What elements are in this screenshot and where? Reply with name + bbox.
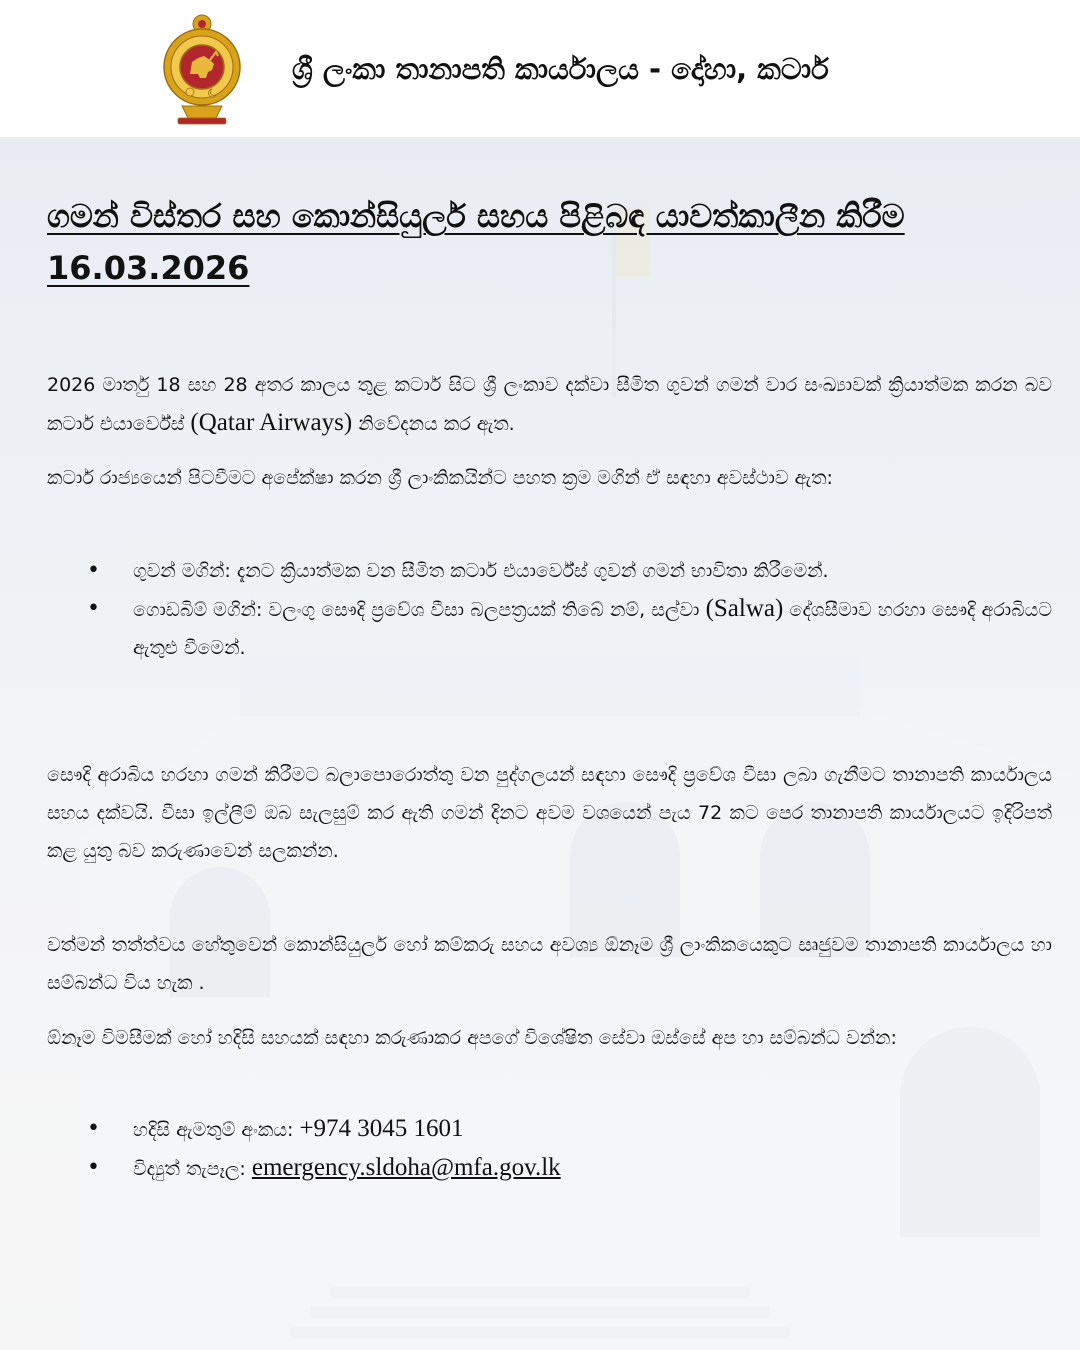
paragraph-consular-support: වත්මන් තත්ත්වය හේතුවෙන් කොන්සියුලර් හෝ කම්කරු සහය අවශ්‍ය ඕනෑම ශ්‍රී ලාංකිකයෙකුට සෘජුවම තානාපති කාර්යාලය හා සම්බන්ධ විය හැක . <box>47 934 1052 994</box>
paragraph-saudi-visa: සෞදි අරාබිය හරහා ගමන් කිරීමට බලාපොරොත්තු වන පුද්ගලයන් සඳහා සෞදි ප්‍රවේශ වීසා ලබා ගැනීමට තානාපති කාර්යාලය සහය දක්වයි. වීසා ඉල්ලීම් ඔබ සැලසුම් කර ඇති ගමන් දිනට අවම වශයෙන් පැය 72 කට පෙර තානාපති කාර්යාලයට ඉදිරිපත් කළ යුතු බව කරුණාවෙන් සලකන්න. <box>47 764 1052 862</box>
option-land-text-b: දේශසීමාව හරහා සෞදි අරාබියට ඇතුළු වීමෙන්. <box>133 599 1053 659</box>
page-header <box>0 0 1080 137</box>
bullet-icon: • <box>87 558 100 583</box>
bullet-icon: • <box>87 596 100 621</box>
paragraph-contact-intro: ඕනෑම විමසීමක් හෝ හදිසි සහයක් සඳහා කරුණාකර අපගේ විශේෂිත සේවා ඔස්සේ අප හා සම්බන්ධ වන්න: <box>47 1027 897 1049</box>
list-item <box>47 552 1052 590</box>
list-item <box>47 1110 1052 1149</box>
email-link[interactable]: emergency.sldoha@mfa.gov.lk <box>251 1154 561 1181</box>
list-item <box>47 1149 1052 1188</box>
list-item <box>47 590 1052 667</box>
hotline-number[interactable]: +974 3045 1601 <box>299 1115 464 1142</box>
embassy-name-heading: ශ්‍රී ලංකා තානාපති කාර්යාලය - දෝහා, කටාර් <box>292 52 829 86</box>
salwa-name: (Salwa) <box>705 595 784 622</box>
bullet-icon: • <box>87 1155 100 1180</box>
airline-name: (Qatar Airways) <box>190 409 353 436</box>
email-label: විද්‍යුත් තැපෑල: <box>133 1158 252 1180</box>
bullet-icon: • <box>87 1116 100 1141</box>
paragraph-flights <box>47 366 1052 443</box>
sri-lanka-emblem-icon <box>160 12 244 126</box>
option-land-text-a: ගොඩබිම් මගින්: වලංගු සෞදි ප්‍රවේශ වීසා බලපත්‍රයක් තිබේ නම්, සල්වා <box>133 599 706 621</box>
notice-title: ගමන් විස්තර සහ කොන්සියුලර් සහය පිළිබඳ යාවත්කාලීන කිරීම 16.03.2026 <box>47 197 905 287</box>
contact-list <box>47 1110 1052 1188</box>
paragraph-flights-text-a: 2026 මාර්තු 18 සහ 28 අතර කාලය තුළ කටාර් සිට ශ්‍රී ලංකාව දක්වා සීමිත ගුවන් ගමන් වාර සංඛ්‍යාවක් ක්‍රියාත්මක කරන බව කටාර් එයාර්වේස් <box>47 374 1052 435</box>
paragraph-flights-text-b: නිවේදනය කර ඇත. <box>352 413 515 435</box>
paragraph-departure-options: කටාර් රාජ්‍යයෙන් පිටවීමට අපේක්ෂා කරන ශ්‍රී ලාංකිකයින්ට පහත ක්‍රම මගින් ඒ සඳහා අවස්ථාව ඇත: <box>47 467 833 489</box>
hotline-label: හදිසි ඇමතුම් අංකය: <box>133 1119 300 1141</box>
option-air-text: ගුවන් මගින්: දැනට ක්‍රියාත්මක වන සීමිත කටාර් එයාර්වේස් ගුවන් ගමන් භාවිතා කිරීමෙන්. <box>133 560 829 582</box>
departure-options-list <box>47 552 1052 667</box>
